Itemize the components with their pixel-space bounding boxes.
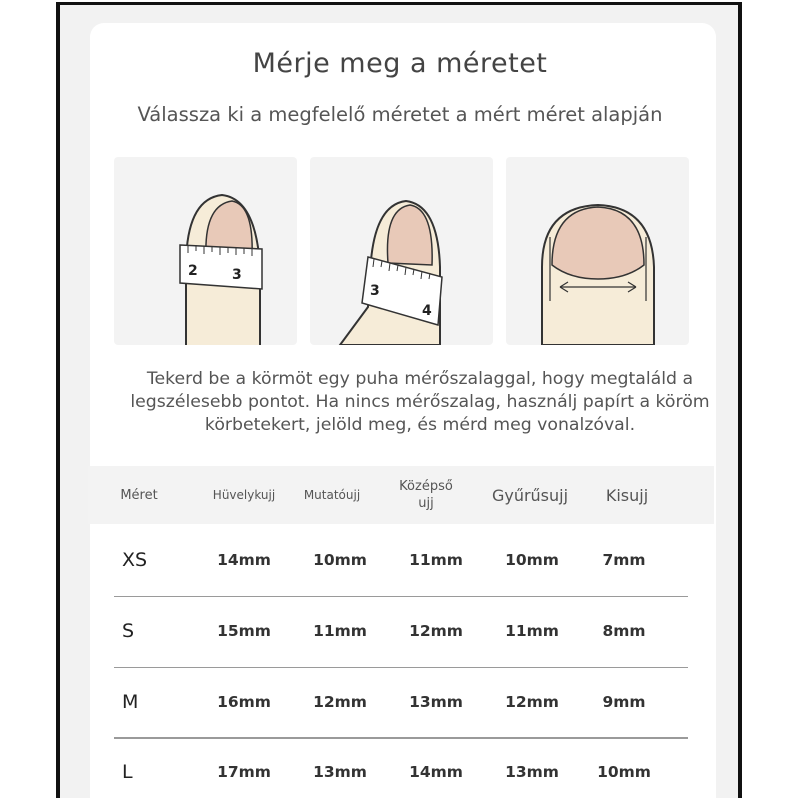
table-cell: 12mm (505, 693, 559, 711)
table-row-size-label: S (122, 620, 135, 642)
header-middle: Középső ujj (399, 479, 453, 511)
row-divider (114, 738, 688, 739)
row-divider (114, 596, 688, 597)
illustration-tape-wrap (114, 157, 297, 345)
illustration-tape-side (310, 157, 493, 345)
finger-with-tape-icon (114, 157, 297, 345)
illustration-width-arrow (506, 157, 689, 345)
table-cell: 17mm (217, 763, 271, 781)
table-cell: 8mm (602, 622, 646, 640)
header-thumb: Hüvelykujj (212, 487, 276, 502)
header-little: Kisujj (605, 485, 649, 505)
table-cell: 13mm (409, 693, 463, 711)
size-table-header (88, 466, 714, 524)
table-row-size-label: M (122, 691, 139, 713)
table-cell: 14mm (217, 551, 271, 569)
table-row-size-label: XS (122, 549, 148, 571)
table-cell: 7mm (602, 551, 646, 569)
measurement-instruction: Tekerd be a körmöt egy puha mérőszalaggal, hogy megtaláld a legszélesebb pontot. Ha nincs mérőszalag, használj papírt a köröm körbetekert, jelöld meg, és mérd meg vonalzóval. (130, 369, 710, 435)
row-divider (114, 737, 688, 738)
header-ring: Gyűrűsujj (491, 485, 569, 505)
table-cell: 11mm (313, 622, 367, 640)
table-cell: 9mm (602, 693, 646, 711)
table-cell: 15mm (217, 622, 271, 640)
table-cell: 10mm (597, 763, 651, 781)
tape-number: 4 (422, 303, 432, 319)
table-cell: 14mm (409, 763, 463, 781)
tape-number: 3 (232, 267, 242, 283)
table-cell: 16mm (217, 693, 271, 711)
table-cell: 12mm (409, 622, 463, 640)
page-title: Mérje meg a méretet (252, 48, 548, 79)
table-cell: 10mm (313, 551, 367, 569)
header-size: Méret (120, 487, 158, 503)
table-cell: 11mm (505, 622, 559, 640)
tape-number: 3 (370, 283, 380, 299)
tape-number: 2 (188, 263, 198, 279)
table-row-size-label: L (122, 761, 133, 783)
row-divider (114, 667, 688, 668)
page-subtitle: Válassza ki a megfelelő méretet a mért méret alapján (137, 103, 663, 126)
table-cell: 13mm (505, 763, 559, 781)
nail-width-arrow-icon (506, 157, 689, 345)
table-cell: 13mm (313, 763, 367, 781)
table-cell: 12mm (313, 693, 367, 711)
table-cell: 10mm (505, 551, 559, 569)
finger-side-tape-icon (310, 157, 493, 345)
header-index: Mutatóujj (303, 487, 361, 502)
table-cell: 11mm (409, 551, 463, 569)
